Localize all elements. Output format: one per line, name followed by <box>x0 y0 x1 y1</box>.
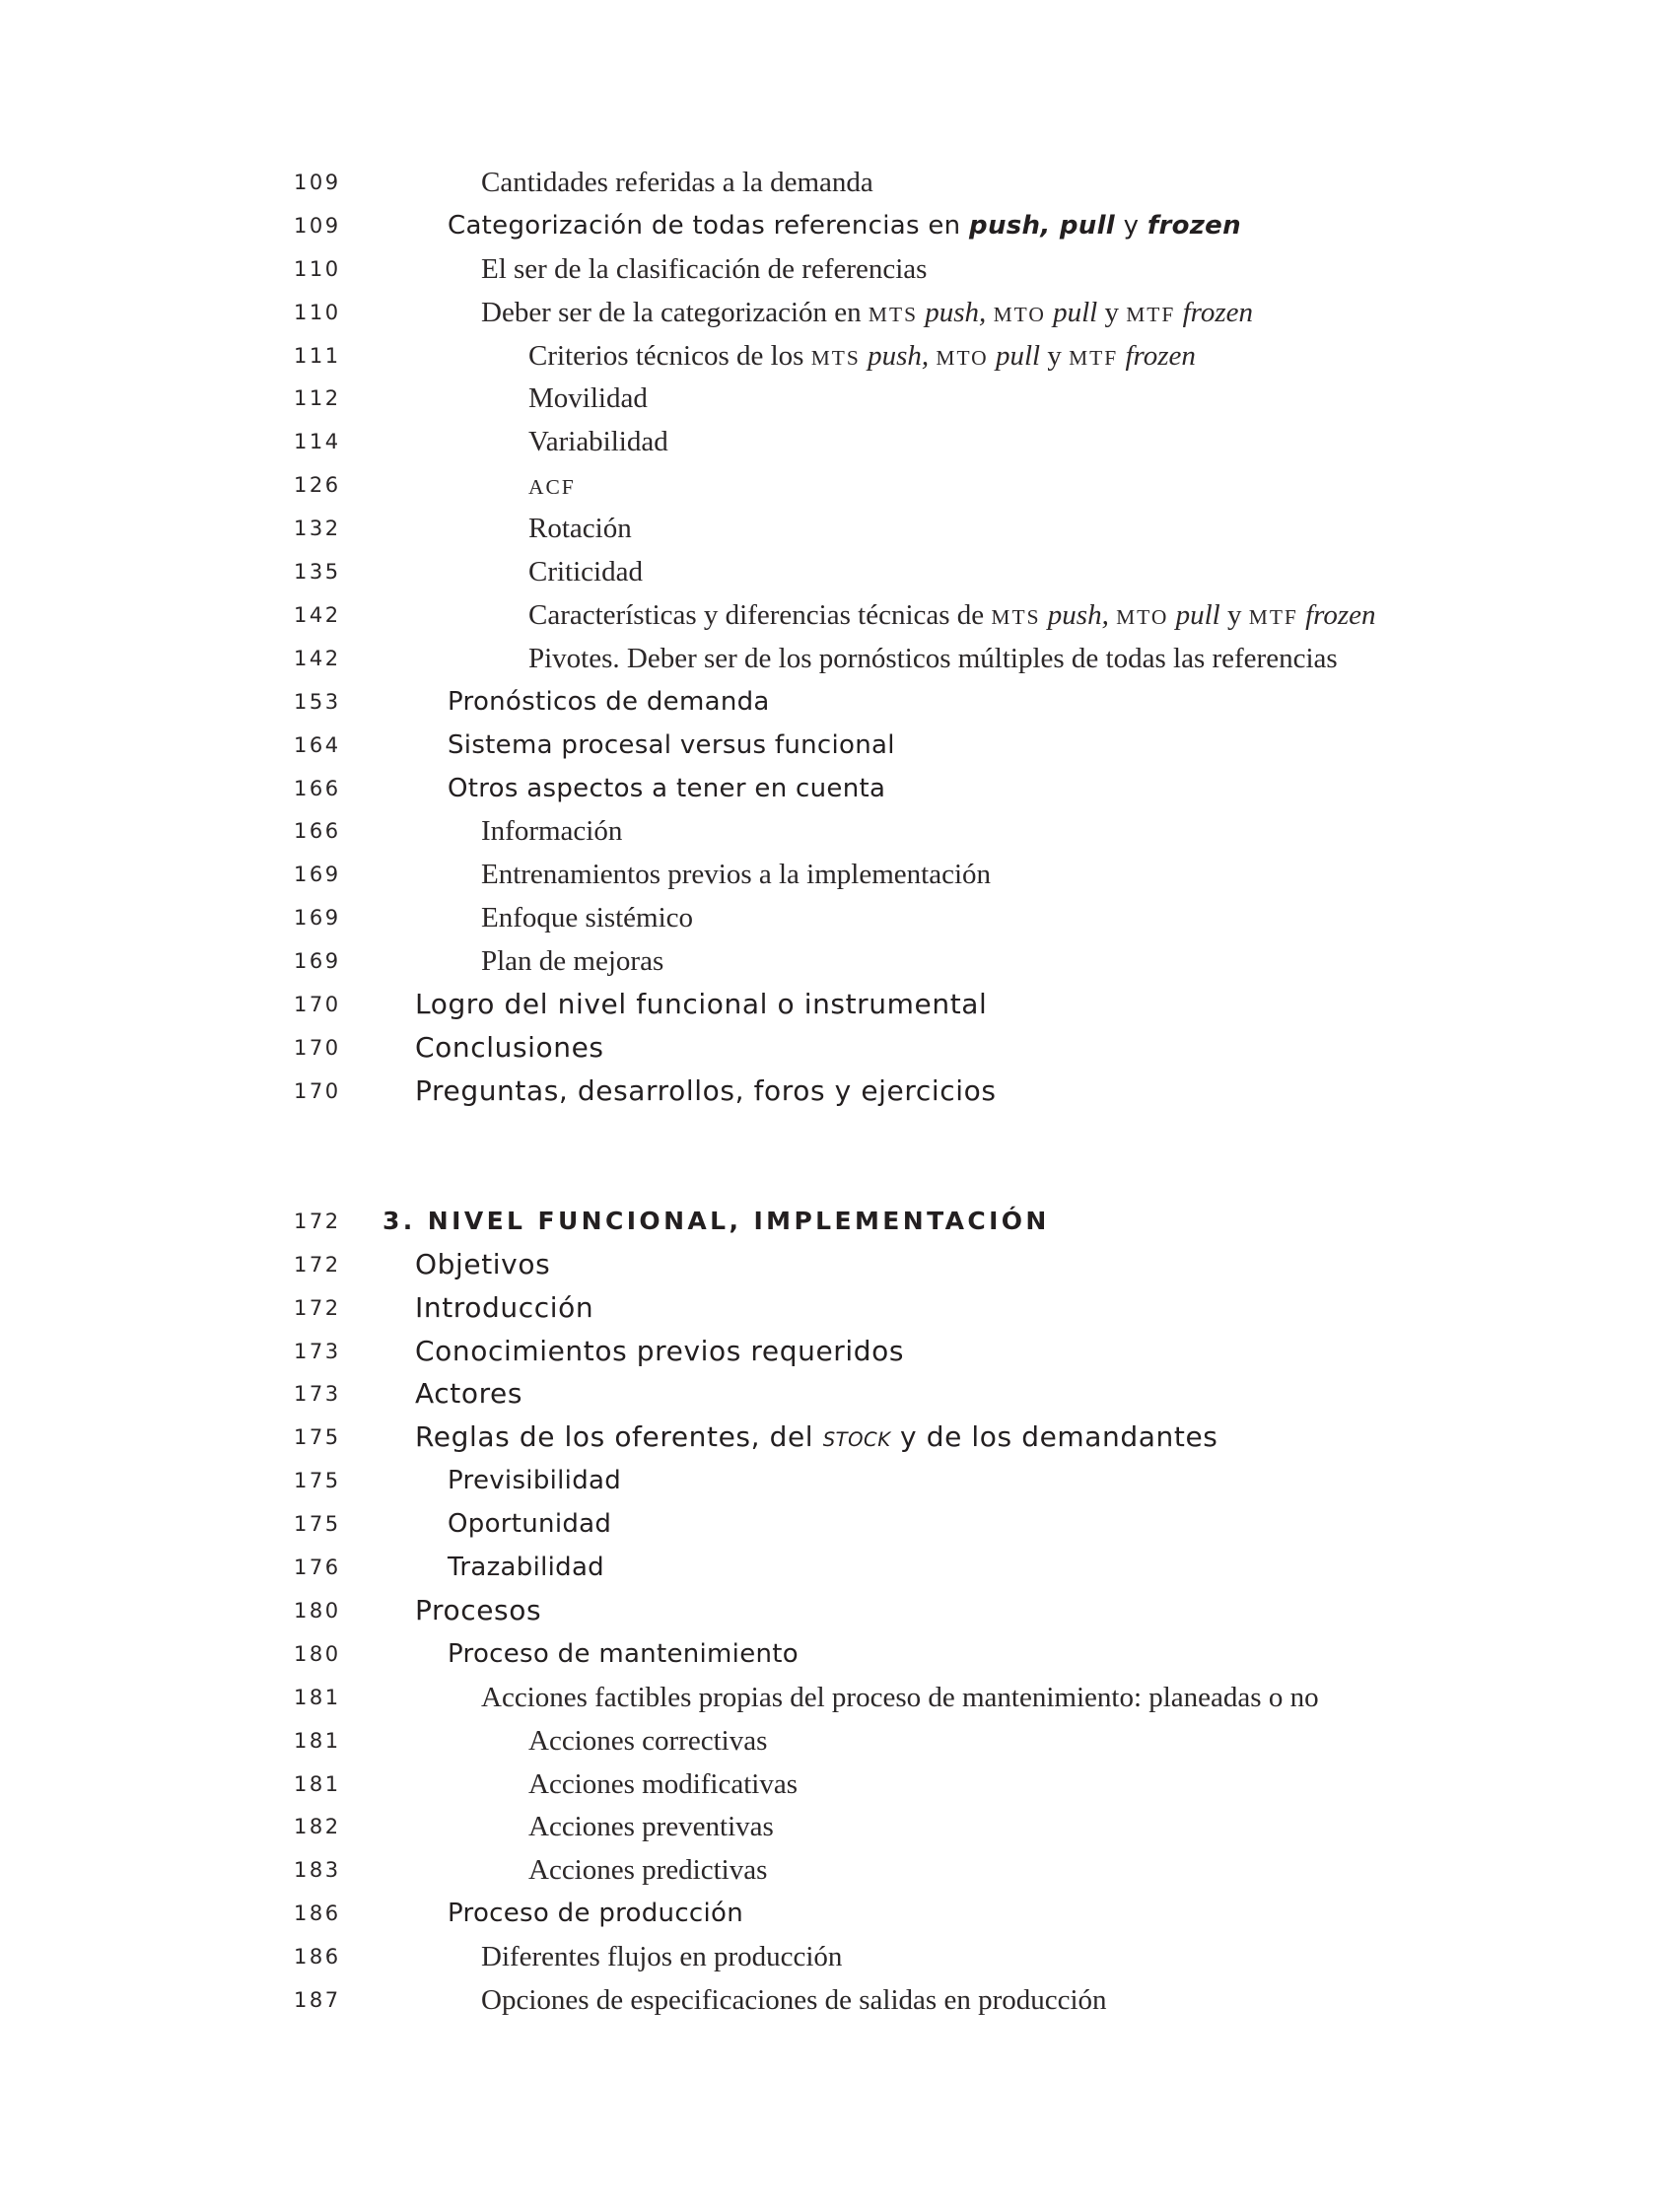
page-number: 110 <box>294 257 341 281</box>
toc-entry <box>0 247 1669 291</box>
entry-title <box>481 809 622 853</box>
entry-title <box>415 1026 604 1070</box>
toc-entry <box>0 983 1669 1026</box>
title-segment: Preguntas, desarrollos, foros y ejercicios <box>415 1074 997 1107</box>
title-segment: frozen <box>1125 340 1196 372</box>
toc-entry <box>0 853 1669 896</box>
title-segment: Acciones modificativas <box>528 1768 798 1800</box>
title-segment: Rotación <box>528 513 632 544</box>
title-segment: Acciones factibles propias del proceso de mantenimiento: planeadas o no <box>481 1682 1319 1713</box>
page-number: 166 <box>294 777 341 800</box>
title-segment: Objetivos <box>415 1248 551 1280</box>
toc-entry <box>0 1719 1669 1763</box>
title-segment: MTO <box>936 346 989 370</box>
toc-entry <box>0 1026 1669 1070</box>
entry-title <box>481 896 693 939</box>
entry-title <box>448 204 1241 247</box>
title-segment: Pronósticos de demanda <box>448 687 770 717</box>
toc-entry <box>0 637 1669 680</box>
entry-title <box>415 1330 904 1373</box>
page-number: 142 <box>294 603 341 627</box>
entry-title <box>528 334 1196 380</box>
title-segment: frozen <box>1305 599 1376 631</box>
title-segment: MTS <box>991 605 1041 629</box>
entry-title <box>415 1070 997 1113</box>
page-number: 181 <box>294 1686 341 1709</box>
page-number: 187 <box>294 1988 341 2012</box>
toc-entry <box>0 507 1669 550</box>
page-number: 110 <box>294 301 341 324</box>
page-number: 170 <box>294 1036 341 1060</box>
title-segment: Enfoque sistémico <box>481 902 694 933</box>
page-number: 112 <box>294 386 341 410</box>
entry-title <box>448 1546 604 1589</box>
page-number: 175 <box>294 1425 341 1449</box>
title-segment <box>1109 599 1116 631</box>
title-segment: Reglas de los oferentes, del <box>415 1420 823 1453</box>
chapter-title <box>382 1200 1050 1243</box>
entry-title <box>448 1502 611 1546</box>
page-number: 172 <box>294 1253 341 1277</box>
title-segment: pull <box>995 340 1041 372</box>
title-segment: MTS <box>810 346 861 370</box>
toc-entry <box>0 334 1669 378</box>
toc-entry <box>0 1243 1669 1286</box>
title-segment <box>861 340 868 372</box>
title-segment: Oportunidad <box>448 1509 612 1539</box>
title-segment: MTS <box>868 303 919 326</box>
title-segment: push, pull <box>969 211 1116 241</box>
entry-title <box>528 1805 774 1848</box>
title-segment: MTO <box>993 303 1046 326</box>
entry-title <box>528 420 668 463</box>
page-number: 111 <box>294 344 341 368</box>
toc-entry <box>0 1935 1669 1978</box>
page-number: 175 <box>294 1469 341 1492</box>
title-segment <box>986 297 993 328</box>
title-segment: Trazabilidad <box>448 1553 604 1582</box>
title-segment: Plan de mejoras <box>481 945 664 977</box>
entry-title <box>415 1589 541 1632</box>
page-number: 180 <box>294 1642 341 1666</box>
entry-title <box>528 1719 767 1763</box>
toc-entry <box>0 593 1669 637</box>
toc-entry <box>0 1546 1669 1589</box>
title-segment: Logro del nivel funcional o instrumental <box>415 988 988 1020</box>
page-number: 176 <box>294 1555 341 1579</box>
entry-title <box>415 1416 1217 1462</box>
title-segment: Cantidades referidas a la demanda <box>481 167 873 198</box>
page-number: 170 <box>294 1079 341 1103</box>
title-segment: MTF <box>1248 605 1298 629</box>
page-number: 183 <box>294 1858 341 1882</box>
page-number: 132 <box>294 517 341 540</box>
page-number: 135 <box>294 560 341 584</box>
title-segment: MTF <box>1069 346 1119 370</box>
title-segment: frozen <box>1147 211 1241 241</box>
entry-title <box>528 637 1338 680</box>
title-segment: Opciones de especificaciones de salidas en producción <box>481 1984 1107 2016</box>
toc-entry <box>0 550 1669 593</box>
page-number: 180 <box>294 1599 341 1623</box>
entry-title <box>481 1935 842 1978</box>
entry-title <box>481 853 991 896</box>
entry-title <box>448 680 770 724</box>
title-segment: Acciones correctivas <box>528 1725 768 1757</box>
title-segment: y <box>1115 211 1147 241</box>
toc-entry <box>0 1070 1669 1113</box>
entry-title <box>481 161 873 204</box>
page-number: 173 <box>294 1340 341 1363</box>
title-segment: push, <box>1047 599 1109 631</box>
chapter-heading-row <box>0 1200 1669 1243</box>
title-segment: Movilidad <box>528 382 648 414</box>
title-segment: Categorización de todas referencias en <box>448 211 970 241</box>
toc-entry <box>0 1978 1669 2022</box>
toc-entry <box>0 1286 1669 1330</box>
title-segment: Conclusiones <box>415 1031 604 1064</box>
title-segment: pull <box>1053 297 1098 328</box>
title-segment: Proceso de producción <box>448 1899 744 1928</box>
title-segment: Proceso de mantenimiento <box>448 1639 799 1669</box>
title-segment: ACF <box>528 475 576 499</box>
entry-title <box>448 1892 743 1935</box>
title-segment: Entrenamientos previos a la implementación <box>481 859 992 890</box>
title-segment <box>1041 599 1048 631</box>
title-segment: Acciones predictivas <box>528 1854 768 1886</box>
entry-title <box>528 507 632 550</box>
toc-entry <box>0 161 1669 204</box>
title-segment: Procesos <box>415 1594 542 1626</box>
page-number: 164 <box>294 733 341 757</box>
page-number: 114 <box>294 430 341 453</box>
entry-title <box>481 291 1253 336</box>
entry-title <box>528 593 1376 639</box>
title-segment: Deber ser de la categorización en <box>481 297 869 328</box>
toc-entry <box>0 1416 1669 1459</box>
title-segment <box>1168 599 1175 631</box>
title-segment: Acciones preventivas <box>528 1811 774 1842</box>
title-segment: El ser de la clasificación de referencias <box>481 253 928 285</box>
page-number: 169 <box>294 949 341 973</box>
page-number: 181 <box>294 1729 341 1753</box>
page-number: 109 <box>294 171 341 194</box>
toc-entry <box>0 1632 1669 1676</box>
toc-entry <box>0 1805 1669 1848</box>
entry-title <box>481 939 663 983</box>
title-segment: Diferentes flujos en producción <box>481 1941 843 1972</box>
title-segment: Introducción <box>415 1291 594 1324</box>
page-number: 173 <box>294 1382 341 1406</box>
title-segment: Conocimientos previos requeridos <box>415 1335 905 1367</box>
page-number: 166 <box>294 819 341 843</box>
toc-entry <box>0 724 1669 767</box>
title-segment: Criterios técnicos de los <box>528 340 811 372</box>
title-segment: push, <box>925 297 987 328</box>
toc-entry <box>0 680 1669 724</box>
title-segment: push, <box>868 340 930 372</box>
page-number: 186 <box>294 1945 341 1969</box>
toc-entry <box>0 767 1669 810</box>
entry-title <box>448 1459 621 1502</box>
page-number: 169 <box>294 906 341 930</box>
page-number: 142 <box>294 647 341 670</box>
toc-entry <box>0 1459 1669 1502</box>
toc-entry <box>0 1502 1669 1546</box>
page-number: 172 <box>294 1296 341 1320</box>
entry-title <box>415 1372 522 1416</box>
entry-title <box>415 983 987 1026</box>
title-segment: y de los demandantes <box>890 1420 1218 1453</box>
page-number: 182 <box>294 1815 341 1838</box>
toc-entry <box>0 1589 1669 1632</box>
title-segment: frozen <box>1182 297 1254 328</box>
title-segment: STOCK <box>822 1428 891 1451</box>
entry-title <box>528 377 648 420</box>
title-segment <box>1175 297 1182 328</box>
title-segment: 3. NIVEL FUNCIONAL, IMPLEMENTACIÓN <box>382 1207 1050 1235</box>
toc-entry <box>0 204 1669 247</box>
toc-entry <box>0 1330 1669 1373</box>
page-number: 153 <box>294 690 341 714</box>
toc-entry <box>0 896 1669 939</box>
title-segment: Criticidad <box>528 556 643 588</box>
title-segment: Sistema procesal versus funcional <box>448 730 895 760</box>
title-segment: Actores <box>415 1377 523 1410</box>
title-segment <box>989 340 996 372</box>
entry-title <box>481 1978 1107 2022</box>
page-number: 186 <box>294 1901 341 1925</box>
entry-title <box>448 767 885 810</box>
title-segment: Información <box>481 815 623 847</box>
toc-entry <box>0 1676 1669 1719</box>
toc-entry <box>0 1848 1669 1892</box>
page-number: 170 <box>294 993 341 1016</box>
entry-title <box>448 724 895 767</box>
title-segment: Variabilidad <box>528 426 668 457</box>
page-number: 109 <box>294 214 341 238</box>
toc-entry <box>0 809 1669 853</box>
title-segment: MTO <box>1116 605 1169 629</box>
toc-entry <box>0 939 1669 983</box>
page-number: 126 <box>294 473 341 497</box>
toc-entry <box>0 1763 1669 1806</box>
entry-title <box>415 1243 550 1286</box>
entry-title <box>481 247 927 291</box>
toc-entry <box>0 463 1669 507</box>
title-segment: Características y diferencias técnicas de <box>528 599 992 631</box>
entry-title <box>528 550 643 593</box>
page-number: 181 <box>294 1772 341 1796</box>
title-segment: Pivotes. Deber ser de los pornósticos múltiples de todas las referencias <box>528 643 1338 674</box>
title-segment: Previsibilidad <box>448 1466 622 1495</box>
title-segment: y <box>1040 340 1070 372</box>
entry-title <box>528 463 576 509</box>
entry-title <box>448 1632 799 1676</box>
title-segment: MTF <box>1126 303 1176 326</box>
toc-entry <box>0 1892 1669 1935</box>
title-segment: y <box>1219 599 1249 631</box>
page-number: 175 <box>294 1512 341 1536</box>
title-segment: Otros aspectos a tener en cuenta <box>448 774 886 803</box>
toc-entry <box>0 377 1669 420</box>
toc-entry <box>0 420 1669 463</box>
toc-entry <box>0 1372 1669 1416</box>
title-segment: y <box>1097 297 1127 328</box>
entry-title <box>528 1763 798 1806</box>
entry-title <box>481 1676 1319 1719</box>
page-number: 169 <box>294 863 341 886</box>
entry-title <box>528 1848 767 1892</box>
entry-title <box>415 1286 593 1330</box>
page-number: 172 <box>294 1210 341 1233</box>
title-segment: pull <box>1175 599 1220 631</box>
toc-entry <box>0 291 1669 334</box>
